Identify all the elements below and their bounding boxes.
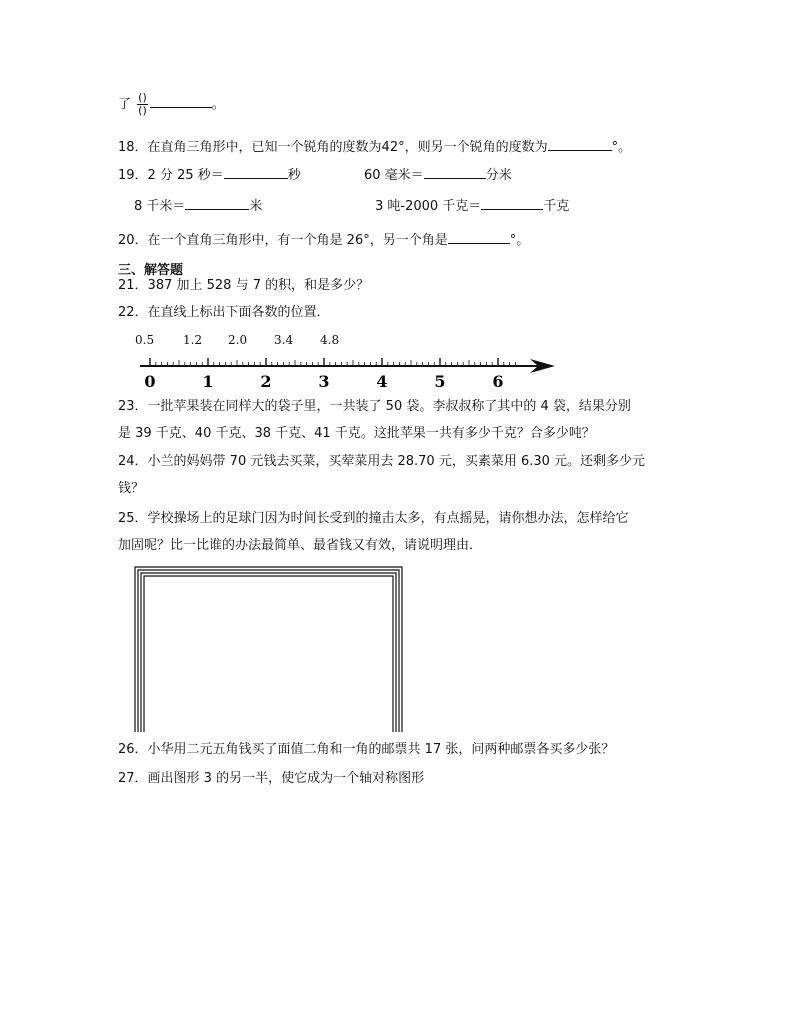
question-23-line2: 是 39 千克、40 千克、38 千克、41 千克。这批苹果一共有多少千克？合多少吨？ bbox=[118, 426, 595, 441]
number-line-ticks bbox=[150, 358, 515, 366]
question-22: 22．在直线上标出下面各数的位置． bbox=[118, 305, 330, 320]
q19d-prefix: 3 吨-2000 千克＝ bbox=[375, 199, 482, 214]
q20-end: °。 bbox=[509, 233, 530, 248]
q22-number-2: 1.2 bbox=[183, 333, 203, 347]
question-20 bbox=[118, 229, 529, 250]
q18-answer-blank[interactable] bbox=[548, 136, 612, 151]
question-25-line2: 加固呢？比一比谁的办法最简单、最省钱又有效，请说明理由． bbox=[118, 538, 483, 553]
tick-label: 3 bbox=[318, 372, 330, 391]
q22-number-3: 2.0 bbox=[228, 333, 248, 347]
q20-answer-blank[interactable] bbox=[448, 229, 510, 244]
question-21: 21．387 加上 528 与 7 的积，和是多少？ bbox=[118, 278, 370, 293]
q22-number-1: 0.5 bbox=[135, 333, 155, 347]
q19c-prefix: 8 千米＝ bbox=[134, 199, 186, 214]
q17-fraction bbox=[137, 92, 148, 117]
q19d-unit: 千克 bbox=[543, 199, 570, 214]
question-27: 27．画出图形 3 的另一半，使它成为一个轴对称图形 bbox=[118, 771, 425, 786]
q17-lead: 了 bbox=[118, 97, 132, 112]
q19b-prefix: 60 毫米＝ bbox=[364, 168, 424, 183]
tick-label: 1 bbox=[202, 372, 214, 391]
q17-frac-numerator: () bbox=[138, 91, 147, 104]
soccer-goal-figure bbox=[132, 564, 407, 734]
q22-number-5: 4.8 bbox=[320, 333, 340, 347]
q19a-prefix: 19．2 分 25 秒＝ bbox=[118, 168, 224, 183]
question-26: 26．小华用二元五角钱买了面值二角和一角的邮票共 17 张，问两种邮票各买多少张？ bbox=[118, 742, 615, 757]
question-19-c bbox=[134, 195, 262, 216]
q19c-unit: 米 bbox=[249, 199, 263, 214]
question-23-line1: 23．一批苹果装在同样大的袋子里，一共装了 50 袋。李叔叔称了其中的 4 袋，结果分别 bbox=[118, 399, 631, 414]
question-19-d bbox=[375, 195, 569, 216]
question-19-row1 bbox=[118, 164, 301, 185]
question-18 bbox=[118, 136, 631, 157]
q19d-answer-blank[interactable] bbox=[481, 195, 543, 210]
q18-end: °。 bbox=[611, 140, 632, 155]
q19b-answer-blank[interactable] bbox=[424, 164, 486, 179]
q19b-unit: 分米 bbox=[485, 168, 512, 183]
q17-answer-blank[interactable] bbox=[150, 93, 212, 108]
q19a-answer-blank[interactable] bbox=[224, 164, 288, 179]
q17-end: 。 bbox=[211, 97, 225, 112]
q19a-unit: 秒 bbox=[287, 168, 301, 183]
q17-frac-denominator: () bbox=[138, 104, 147, 117]
tick-label: 2 bbox=[260, 372, 272, 391]
section-title: 三、解答题 bbox=[118, 263, 184, 278]
question-25-line1: 25．学校操场上的足球门因为时间长受到的撞击太多，有点摇晃，请你想办法，怎样给它 bbox=[118, 511, 629, 526]
tick-label: 6 bbox=[492, 372, 504, 391]
question-24-line1: 24．小兰的妈妈带 70 元钱去买菜，买荤菜用去 28.70 元，买素菜用 6.30 元。还剩多少元 bbox=[118, 454, 646, 469]
tick-label: 5 bbox=[434, 372, 446, 391]
question-19-b bbox=[364, 164, 512, 185]
tick-label: 0 bbox=[144, 372, 156, 391]
number-line[interactable] bbox=[130, 354, 570, 394]
question-24-line2: 钱？ bbox=[118, 481, 145, 496]
tick-label: 4 bbox=[376, 372, 388, 391]
q22-number-4: 3.4 bbox=[274, 333, 294, 347]
q17-tail bbox=[118, 92, 225, 117]
q18-text: 18．在直角三角形中，已知一个锐角的度数为42°，则另一个锐角的度数为 bbox=[118, 140, 548, 155]
number-line-labels bbox=[144, 372, 503, 391]
q19c-answer-blank[interactable] bbox=[185, 195, 249, 210]
q20-text: 20．在一个直角三角形中，有一个角是 26°，另一个角是 bbox=[118, 233, 448, 248]
